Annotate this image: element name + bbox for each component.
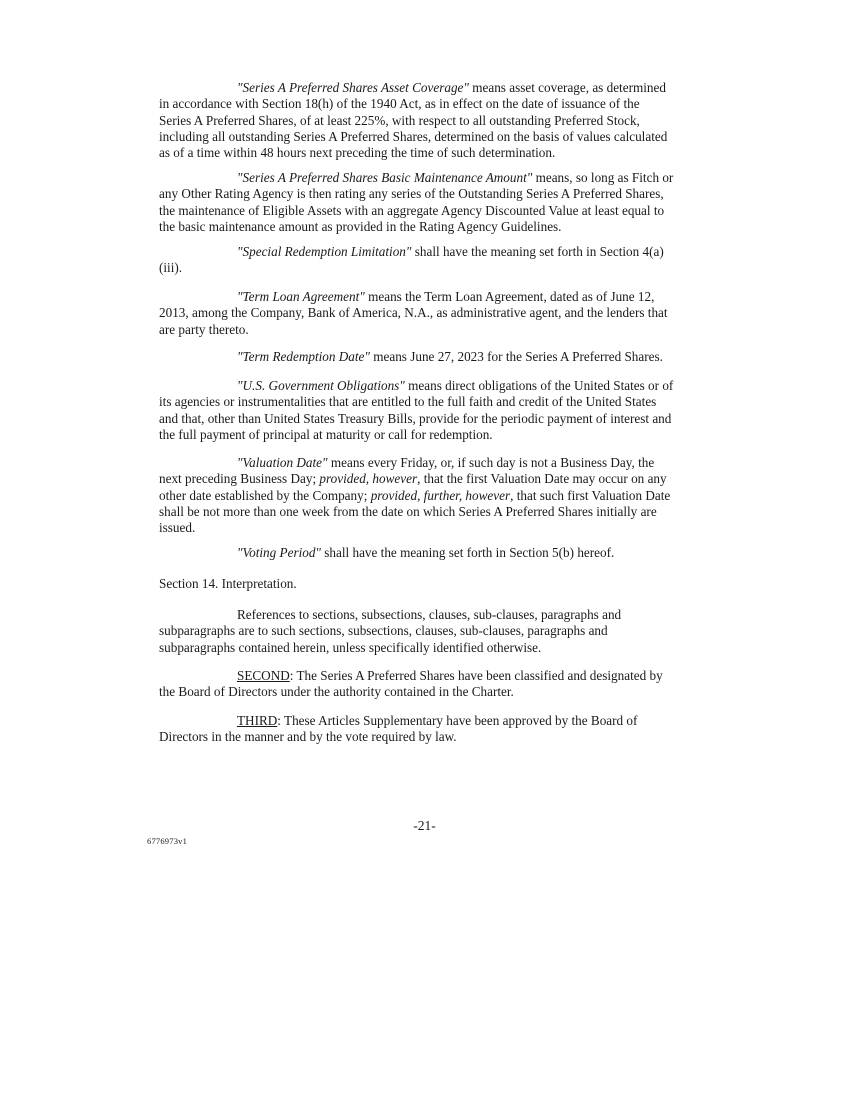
section-14-text: References to sections, subsections, clauses, sub-clauses, paragraphs and subparagraphs are to such sections, subsections, clauses, sub-clauses, paragraphs and subparagraphs contained herein, unless specifically identified otherwise.: [159, 607, 622, 655]
definition-text: , that the first Valuation Date may occur on any other date established by the Company;: [159, 471, 667, 503]
defined-term: "Term Loan Agreement": [237, 289, 365, 304]
document-id: 6776973v1: [147, 836, 188, 846]
definition-special-redemption-limitation: [159, 244, 674, 277]
definition-term-redemption-date: [159, 349, 674, 365]
article-text: : These Articles Supplementary have been approved by the Board of Directors in the manner and by the vote required by law.: [159, 713, 638, 745]
definition-basic-maintenance-amount: [159, 170, 674, 235]
definition-text: shall have the meaning set forth in Section 4(a)(iii).: [159, 244, 664, 276]
article-label: SECOND: [237, 668, 290, 683]
defined-term: "Valuation Date": [237, 455, 328, 470]
defined-term: "Series A Preferred Shares Asset Coverage": [237, 80, 469, 95]
defined-term: "Term Redemption Date": [237, 349, 370, 364]
page-number: -21-: [413, 818, 436, 833]
defined-term: "U.S. Government Obligations": [237, 378, 405, 393]
definition-valuation-date: [159, 455, 674, 536]
definition-text: means, so long as Fitch or any Other Rating Agency is then rating any series of the Outstanding Series A Preferred Shares, the maintenance of Eligible Assets with an aggregate Agency Discounted Value at least equal to the basic maintenance amount as provided in the Rating Agency Guidelines.: [159, 170, 674, 234]
article-third: [159, 713, 674, 746]
definition-text: means June 27, 2023 for the Series A Preferred Shares.: [369, 349, 663, 364]
definition-text: means direct obligations of the United States or of its agencies or instrumentalities that are entitled to the full faith and credit of the United States and that, other than United States Treasury Bills, provide for the periodic payment of interest and the full payment of principal at maturity or call for redemption.: [159, 378, 674, 442]
section-14-heading: Section 14. Interpretation.: [159, 576, 297, 591]
section-14-body: [159, 607, 674, 656]
proviso-text: provided, however: [319, 471, 418, 487]
definition-us-government-obligations: [159, 378, 674, 443]
definition-asset-coverage: [159, 80, 674, 161]
article-second: [159, 668, 674, 701]
defined-term: "Special Redemption Limitation": [237, 244, 412, 259]
article-label: THIRD: [237, 713, 278, 728]
definition-text: , that such first Valuation Date shall be not more than one week from the date on which Series A Preferred Shares initially are issued.: [159, 487, 671, 536]
article-text: : The Series A Preferred Shares have been classified and designated by the Board of Directors under the authority contained in the Charter.: [159, 668, 663, 700]
definition-text: means the Term Loan Agreement, dated as of June 12, 2013, among the Company, Bank of America, N.A., as administrative agent, and the lenders that are party thereto.: [159, 289, 668, 337]
definition-text: means every Friday, or, if such day is not a Business Day, the next preceding Business Day;: [159, 455, 655, 487]
defined-term: "Series A Preferred Shares Basic Maintenance Amount": [237, 170, 533, 185]
definition-text: shall have the meaning set forth in Section 5(b) hereof.: [320, 545, 615, 560]
definition-voting-period: [159, 545, 674, 561]
defined-term: "Voting Period": [237, 545, 321, 560]
definition-text: means asset coverage, as determined in accordance with Section 18(h) of the 1940 Act, as in effect on the date of issuance of the Series A Preferred Shares, of at least 225%, with respect to all outstanding Preferred Stock, including all outstanding Series A Preferred Shares, determined on the basis of values calculated as of a time within 48 hours next preceding the time of such determination.: [159, 80, 668, 161]
proviso-text: provided, further, however: [370, 487, 511, 503]
definition-term-loan-agreement: [159, 289, 674, 338]
